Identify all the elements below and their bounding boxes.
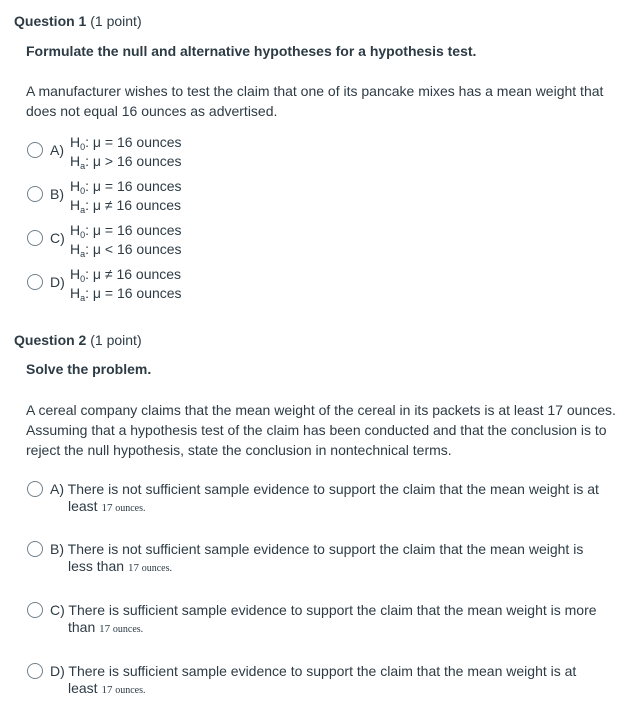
q2-option-b-unit: ounces. [141,563,172,574]
q2-option-c-unit: ounces. [112,624,144,635]
question-1-header [14,13,142,29]
q1-option-c-ha: : μ < 16 ounces [85,241,182,257]
q2-option-b-radio[interactable] [27,541,43,557]
q1-option-b-h0: : μ = 16 ounces [85,178,182,194]
q2-option-d-line2: least [68,680,102,696]
q2-option-c-num: 17 [99,623,111,635]
question-2-points: (1 point) [86,332,142,348]
q2-option-a-radio[interactable] [27,481,43,497]
q2-option-d-label[interactable] [50,663,610,699]
q1-option-a-radio[interactable] [27,142,43,158]
q1-option-d-ha: : μ = 16 ounces [85,285,182,301]
q1-option-d-letter: D) [50,274,65,290]
q1-option-b-radio[interactable] [27,186,43,202]
q2-option-d-num: 17 [101,684,113,696]
question-2-header [14,332,142,348]
q2-option-c-line2: than [68,619,100,635]
q1-option-b-ha: : μ ≠ 16 ounces [85,197,182,213]
q1-option-d-h0: : μ ≠ 16 ounces [85,266,182,282]
q1-option-d-radio[interactable] [27,274,43,290]
question-2-title: Question 2 [14,332,87,348]
question-2-stem: A cereal company claims that the mean weight of the cereal in its packets is at least 17 ounces. Assuming that a hypothesis test of the claim has been conducted and that the conclusion is to reject the null hypothesis, state the conclusion in nontechnical terms. [26,402,616,458]
q1-option-a-h0: : μ = 16 ounces [85,134,182,150]
question-1-title: Question 1 [14,13,87,29]
q2-option-c-label[interactable] [50,602,610,638]
q2-option-b-num: 17 [127,562,139,574]
question-1-points: (1 point) [86,13,142,29]
q1-option-a-hypotheses[interactable]: $H_0$: μ = 16 ounces $H_a$: μ > 16 ounces [70,134,182,171]
q1-option-b-hypotheses[interactable]: $H_0$: μ = 16 ounces $H_a$: μ ≠ 16 ounces [70,178,182,215]
q1-option-d-hypotheses[interactable]: $H_0$: μ ≠ 16 ounces $H_a$: μ = 16 ounces [70,266,182,303]
q2-option-a-line2: least [68,498,102,514]
q1-option-c-h0: : μ = 16 ounces [85,222,182,238]
q2-option-a-line1: A) There is not sufficient sample evidence to support the claim that the mean weight is at [50,481,599,497]
q2-option-c-line1: C) There is sufficient sample evidence to support the claim that the mean weight is more [50,602,597,618]
q1-option-a-letter: A) [50,142,64,158]
q2-option-b-line2: less than [68,558,128,574]
question-1-stem: A manufacturer wishes to test the claim that one of its pancake mixes has a mean weight that does not equal 16 ounces as advertised. [26,83,604,119]
q1-option-c-hypotheses[interactable]: $H_0$: μ = 16 ounces $H_a$: μ < 16 ounces [70,222,182,259]
question-2-instruction: Solve the problem. [26,361,152,377]
q2-option-b-label[interactable] [50,541,610,577]
q2-option-a-label[interactable] [50,481,610,517]
q2-option-a-num: 17 [101,502,113,514]
q1-option-c-radio[interactable] [27,230,43,246]
q1-option-b-letter: B) [50,186,64,202]
q1-option-a-ha: : μ > 16 ounces [85,153,182,169]
q2-option-d-unit: ounces. [115,685,146,696]
question-1-instruction: Formulate the null and alternative hypotheses for a hypothesis test. [26,43,477,59]
q2-option-d-line1: D) There is sufficient sample evidence to support the claim that the mean weight is at [50,663,577,679]
q2-option-c-radio[interactable] [27,602,43,618]
q2-option-a-unit: ounces. [115,503,146,514]
q2-option-b-line1: B) There is not sufficient sample evidence to support the claim that the mean weight is [50,541,584,557]
q2-option-d-radio[interactable] [27,663,43,679]
q1-option-c-letter: C) [50,230,65,246]
